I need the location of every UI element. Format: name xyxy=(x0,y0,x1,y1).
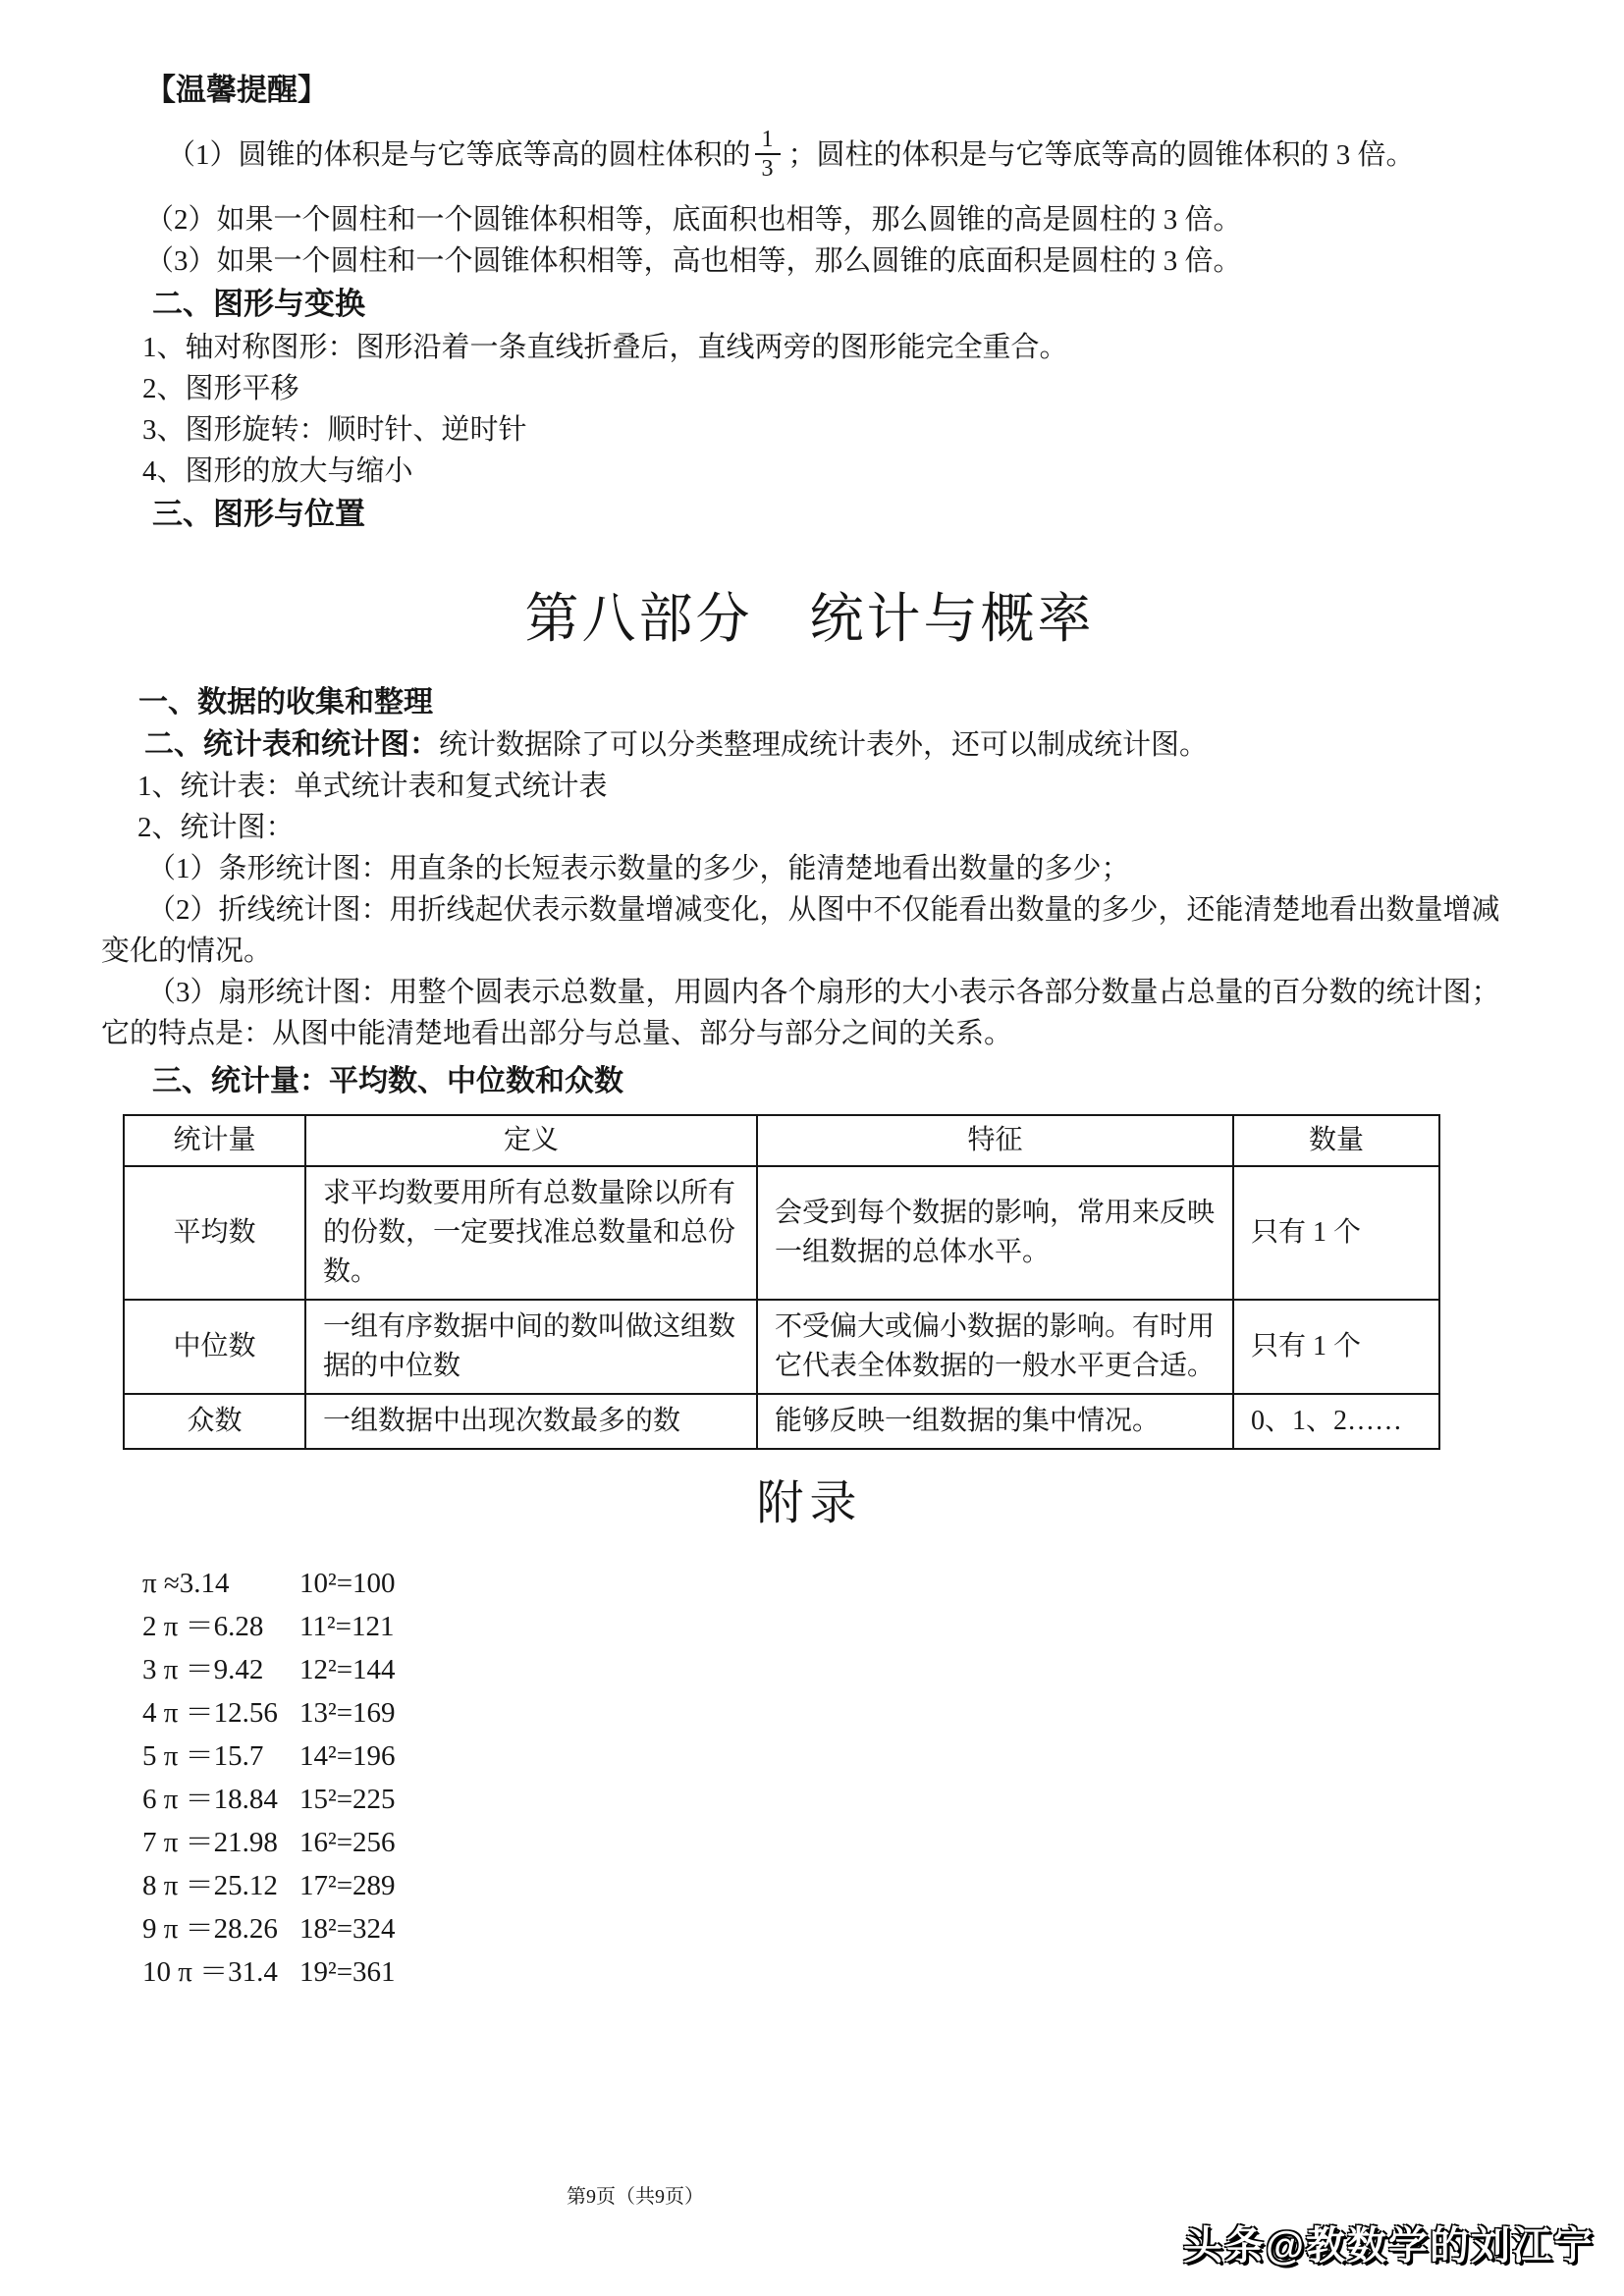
appendix-row xyxy=(101,1950,1518,1994)
pi-value: 9 π ＝28.26 xyxy=(142,1912,278,1945)
square-value: 17²=289 xyxy=(299,1869,396,1901)
reminder-heading: 【温馨提醒】 xyxy=(145,73,328,107)
fraction-numerator: 1 xyxy=(761,127,774,152)
appendix-row xyxy=(101,1778,1518,1821)
cell-mean-definition: 求平均数要用所有总数量除以所有的份数，一定要找准总数量和总份数。 xyxy=(305,1166,757,1300)
cell-mean-quantity: 只有 1 个 xyxy=(1233,1166,1439,1300)
chart-item-pie: （3）扇形统计图：用整个圆表示总数量，用圆内各个扇形的大小表示各部分数量占总量的百分数的统计图；它的特点是：从图中能清楚地看出部分与总量、部分与部分之间的关系。 xyxy=(101,976,1500,1049)
pi-value: 8 π ＝25.12 xyxy=(142,1869,278,1901)
pi-value: 2 π ＝6.28 xyxy=(142,1610,264,1642)
reminder-item-1-suffix: ；圆柱的体积是与它等底等高的圆锥体积的 3 倍。 xyxy=(787,138,1415,171)
square-value: 18²=324 xyxy=(299,1912,396,1945)
fraction-denominator: 3 xyxy=(755,153,781,183)
appendix-row xyxy=(101,1821,1518,1864)
pi-value: 7 π ＝21.98 xyxy=(142,1826,278,1858)
cell-mode-quantity: 0、1、2…… xyxy=(1233,1394,1439,1449)
reminder-item-1-prefix: （1）圆锥的体积是与它等底等高的圆柱体积的 xyxy=(167,138,751,171)
list-item-translation: 2、图形平移 xyxy=(142,372,299,404)
cell-median-name: 中位数 xyxy=(124,1300,305,1394)
pi-value: π ≈3.14 xyxy=(142,1567,230,1599)
list-item-axial-symmetry: 1、轴对称图形：图形沿着一条直线折叠后，直线两旁的图形能完全重合。 xyxy=(142,331,1068,363)
list-item-scaling: 4、图形的放大与缩小 xyxy=(142,454,413,487)
pi-value: 3 π ＝9.42 xyxy=(142,1653,264,1685)
reminder-item-3: （3）如果一个圆柱和一个圆锥体积相等，高也相等，那么圆锥的底面积是圆柱的 3 倍。 xyxy=(145,244,1242,277)
cell-mean-name: 平均数 xyxy=(124,1166,305,1300)
col-header-feature: 特征 xyxy=(757,1115,1233,1166)
col-header-quantity: 数量 xyxy=(1233,1115,1439,1166)
square-value: 15²=225 xyxy=(299,1783,396,1815)
table-row-median xyxy=(124,1300,1439,1394)
table-row-mode xyxy=(124,1394,1439,1449)
part8-section2-line xyxy=(101,724,1518,766)
pi-value: 4 π ＝12.56 xyxy=(142,1696,278,1729)
square-value: 19²=361 xyxy=(299,1955,396,1988)
part8-title: 第八部分 统计与概率 xyxy=(524,588,1095,649)
square-value: 12²=144 xyxy=(299,1653,396,1685)
watermark: 头条@教数学的刘江宁 xyxy=(1182,2224,1595,2268)
section-shapes-transform-heading: 二、图形与变换 xyxy=(152,286,365,321)
part8-section1-heading: 一、数据的收集和整理 xyxy=(138,685,433,719)
cell-mean-feature: 会受到每个数据的影响，常用来反映一组数据的总体水平。 xyxy=(757,1166,1233,1300)
section-shapes-position-heading: 三、图形与位置 xyxy=(152,496,365,531)
col-header-definition: 定义 xyxy=(305,1115,757,1166)
cell-median-feature: 不受偏大或偏小数据的影响。有时用它代表全体数据的一般水平更合适。 xyxy=(757,1300,1233,1394)
cell-median-quantity: 只有 1 个 xyxy=(1233,1300,1439,1394)
cell-median-definition: 一组有序数据中间的数叫做这组数据的中位数 xyxy=(305,1300,757,1394)
appendix-row xyxy=(101,1562,1518,1605)
appendix-row xyxy=(101,1605,1518,1648)
cell-mode-feature: 能够反映一组数据的集中情况。 xyxy=(757,1394,1233,1449)
pi-value: 5 π ＝15.7 xyxy=(142,1739,264,1772)
list-item-stat-chart: 2、统计图： xyxy=(137,811,295,843)
square-value: 16²=256 xyxy=(299,1826,396,1858)
cell-mode-definition: 一组数据中出现次数最多的数 xyxy=(305,1394,757,1449)
part8-section2-text: 统计数据除了可以分类整理成统计表外，还可以制成统计图。 xyxy=(439,728,1209,761)
square-value: 14²=196 xyxy=(299,1739,396,1772)
square-value: 11²=121 xyxy=(299,1610,395,1642)
square-value: 10²=100 xyxy=(299,1567,396,1599)
square-value: 13²=169 xyxy=(299,1696,396,1729)
table-row-mean xyxy=(124,1166,1439,1300)
part8-section3-heading: 三、统计量：平均数、中位数和众数 xyxy=(152,1064,623,1097)
table-header-row xyxy=(124,1115,1439,1166)
pi-value: 6 π ＝18.84 xyxy=(142,1783,278,1815)
reminder-item-2: （2）如果一个圆柱和一个圆锥体积相等，底面积也相等，那么圆锥的高是圆柱的 3 倍。 xyxy=(145,203,1242,236)
appendix-row xyxy=(101,1691,1518,1735)
page-number: 第9页（共9页） xyxy=(567,2186,704,2208)
chart-item-bar: （1）条形统计图：用直条的长短表示数量的多少，能清楚地看出数量的多少； xyxy=(147,852,1130,884)
appendix-row xyxy=(101,1735,1518,1778)
statistics-table xyxy=(123,1114,1440,1450)
col-header-statistic: 统计量 xyxy=(124,1115,305,1166)
appendix-row xyxy=(101,1648,1518,1691)
reminder-item-1 xyxy=(101,126,1518,189)
chart-item-line: （2）折线统计图：用折线起伏表示数量增减变化，从图中不仅能看出数量的多少，还能清楚地看出数量增减变化的情况。 xyxy=(101,893,1500,967)
cell-mode-name: 众数 xyxy=(124,1394,305,1449)
appendix-row xyxy=(101,1864,1518,1907)
fraction-one-third xyxy=(755,126,781,184)
appendix-row xyxy=(101,1907,1518,1950)
list-item-stat-table: 1、统计表：单式统计表和复式统计表 xyxy=(137,770,608,802)
appendix-title: 附录 xyxy=(756,1476,863,1529)
list-item-rotation: 3、图形旋转：顺时针、逆时针 xyxy=(142,413,527,446)
pi-value: 10 π ＝31.4 xyxy=(142,1955,278,1988)
part8-section2-heading: 二、统计表和统计图： xyxy=(144,727,439,761)
